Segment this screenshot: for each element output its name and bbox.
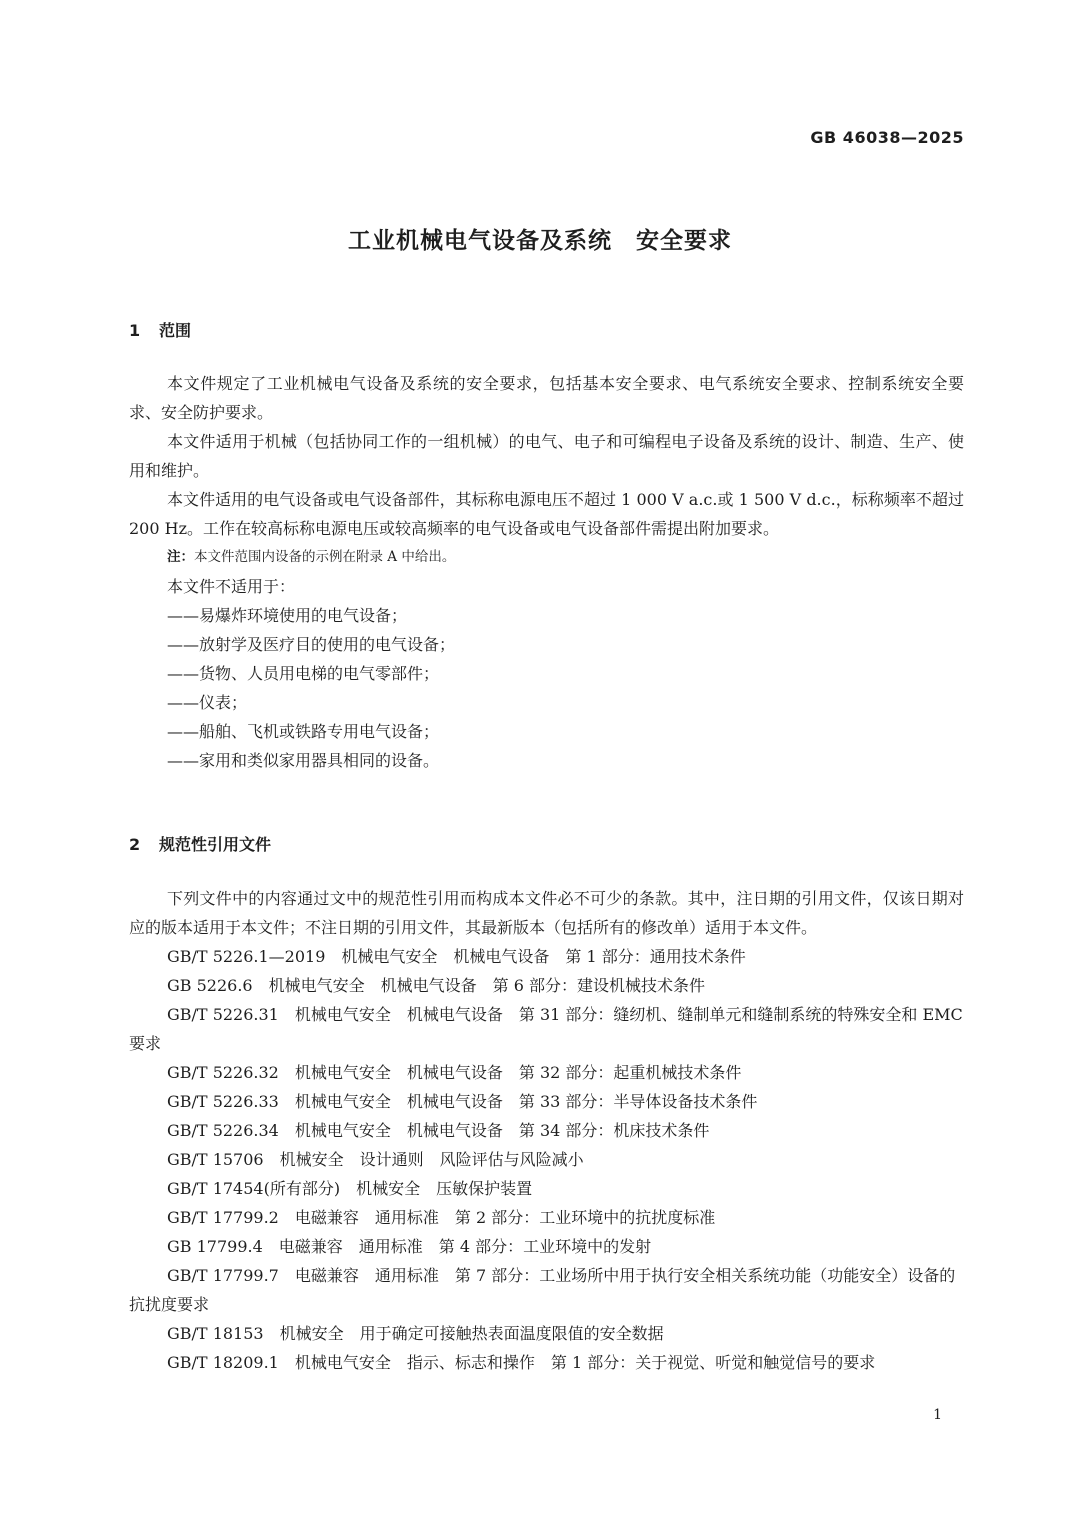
exclusion-item: ——家用和类似家用器具相同的设备。 bbox=[167, 751, 440, 770]
section-title: 规范性引用文件 bbox=[159, 835, 272, 854]
scope-paragraph: 本文件适用于机械（包括协同工作的一组机械）的电气、电子和可编程电子设备及系统的设计、制造、生产、使用和维护。 bbox=[129, 432, 964, 480]
reference-item: GB/T 5226.1—2019 机械电气安全 机械电气设备 第 1 部分：通用技术条件 bbox=[167, 947, 746, 966]
exclusion-item: ——放射学及医疗目的使用的电气设备； bbox=[167, 635, 456, 654]
page-number: 1 bbox=[933, 1407, 942, 1423]
section-heading-normative-references bbox=[129, 832, 271, 855]
reference-item: GB/T 5226.34 机械电气安全 机械电气设备 第 34 部分：机床技术条件 bbox=[167, 1121, 710, 1140]
section-number: 2 bbox=[129, 835, 141, 854]
exclusion-item: ——货物、人员用电梯的电气零部件； bbox=[167, 664, 440, 683]
reference-item: GB/T 15706 机械安全 设计通则 风险评估与风险减小 bbox=[167, 1150, 584, 1169]
exclusion-item: ——仪表； bbox=[167, 693, 248, 712]
section-number: 1 bbox=[129, 321, 141, 340]
reference-item: GB/T 17799.2 电磁兼容 通用标准 第 2 部分：工业环境中的抗扰度标准 bbox=[167, 1208, 716, 1227]
reference-item: GB/T 18153 机械安全 用于确定可接触热表面温度限值的安全数据 bbox=[167, 1324, 664, 1343]
reference-item: GB/T 17799.7 电磁兼容 通用标准 第 7 部分：工业场所中用于执行安全相关系统功能（功能安全）设备的抗扰度要求 bbox=[129, 1266, 956, 1314]
note-label: 注： bbox=[167, 549, 194, 565]
document-title: 工业机械电气设备及系统 安全要求 bbox=[348, 228, 732, 254]
exclusion-item: ——易爆炸环境使用的电气设备； bbox=[167, 606, 408, 625]
section-title: 范围 bbox=[159, 321, 192, 340]
reference-item: GB/T 5226.33 机械电气安全 机械电气设备 第 33 部分：半导体设备技术条件 bbox=[167, 1092, 758, 1111]
note-text: 本文件范围内设备的示例在附录 A 中给出。 bbox=[194, 549, 456, 565]
reference-item: GB/T 18209.1 机械电气安全 指示、标志和操作 第 1 部分：关于视觉、听觉和触觉信号的要求 bbox=[167, 1353, 876, 1372]
standard-code: GB 46038—2025 bbox=[810, 128, 964, 147]
section-heading-scope bbox=[129, 318, 191, 341]
scope-paragraph: 本文件适用的电气设备或电气设备部件，其标称电源电压不超过 1 000 V a.c.或 1 500 V d.c.，标称频率不超过 200 Hz。工作在较高标称电源电压或较高频率的电气设备或电气设备部件需提出附加要求。 bbox=[129, 490, 964, 538]
scope-paragraph: 本文件规定了工业机械电气设备及系统的安全要求，包括基本安全要求、电气系统安全要求、控制系统安全要求、安全防护要求。 bbox=[129, 374, 964, 422]
reference-item: GB 5226.6 机械电气安全 机械电气设备 第 6 部分：建设机械技术条件 bbox=[167, 976, 705, 995]
exclusions-intro: 本文件不适用于： bbox=[167, 577, 296, 596]
scope-body bbox=[129, 369, 964, 775]
scope-note bbox=[129, 543, 964, 572]
references-intro: 下列文件中的内容通过文中的规范性引用而构成本文件必不可少的条款。其中，注日期的引用文件，仅该日期对应的版本适用于本文件；不注日期的引用文件，其最新版本（包括所有的修改单）适用于本文件。 bbox=[129, 889, 964, 937]
normative-references-body bbox=[129, 884, 964, 1377]
reference-item: GB/T 5226.31 机械电气安全 机械电气设备 第 31 部分：缝纫机、缝制单元和缝制系统的特殊安全和 EMC 要求 bbox=[129, 1005, 963, 1053]
reference-item: GB 17799.4 电磁兼容 通用标准 第 4 部分：工业环境中的发射 bbox=[167, 1237, 652, 1256]
reference-item: GB/T 5226.32 机械电气安全 机械电气设备 第 32 部分：起重机械技术条件 bbox=[167, 1063, 742, 1082]
reference-item: GB/T 17454(所有部分) 机械安全 压敏保护装置 bbox=[167, 1179, 533, 1198]
exclusion-item: ——船舶、飞机或铁路专用电气设备； bbox=[167, 722, 440, 741]
